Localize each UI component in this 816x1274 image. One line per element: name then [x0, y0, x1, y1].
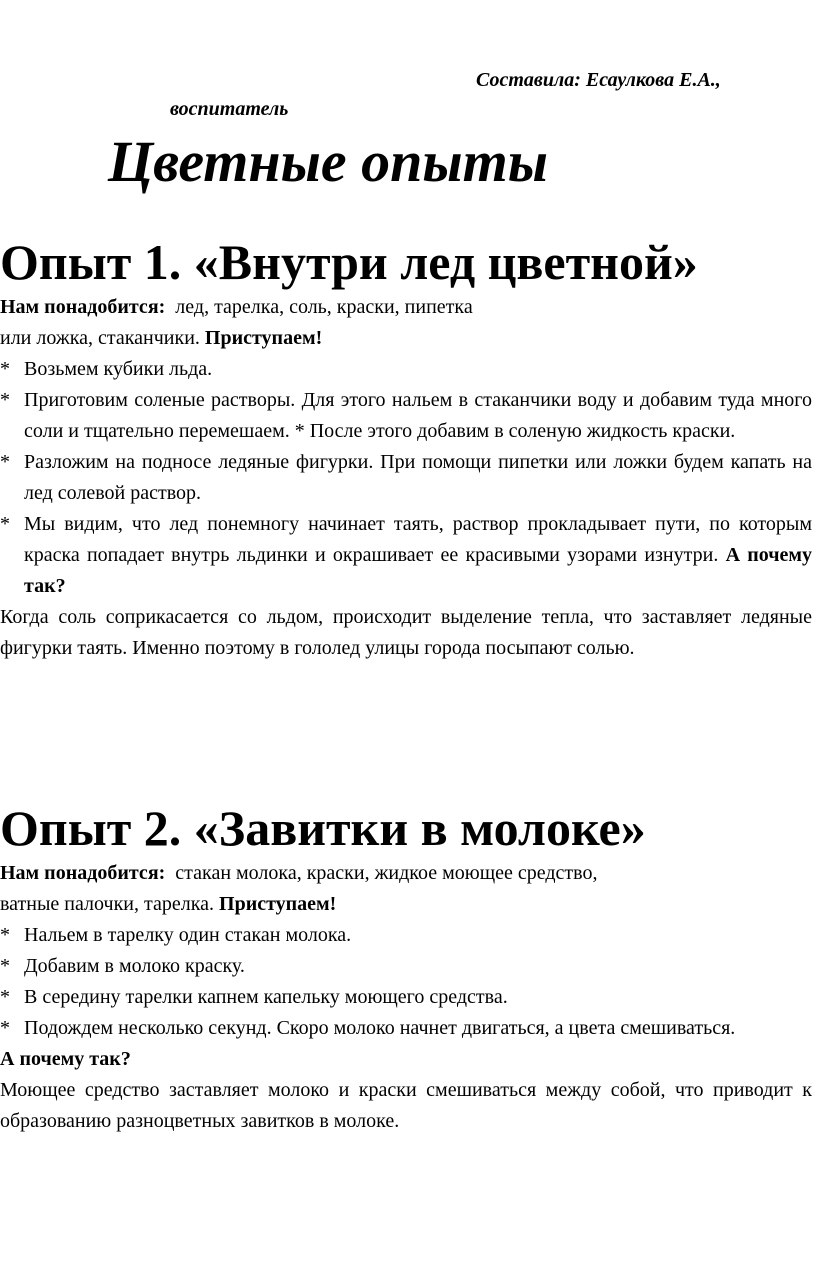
- experiment-1-steps: [0, 354, 812, 602]
- needs-items-continued: ватные палочки, тарелка.: [0, 893, 215, 915]
- author-line: Составила: Есаулкова Е.А.,: [476, 69, 721, 91]
- experiment-1-needs: [0, 292, 812, 354]
- bullet-star: *: [0, 986, 10, 1008]
- experiment-2-explanation: Моющее средство заставляет молоко и краски смешиваться между собой, что приводит к образованию разноцветных завитков в молоке.: [0, 1079, 812, 1132]
- why-label: А почему так?: [0, 1048, 131, 1070]
- experiment-1-section: [0, 230, 812, 664]
- list-item: * Мы видим, что лед понемногу начинает таять, раствор прокладывает пути, по которым краска попадает внутрь льдинки и окрашивает ее красивыми узорами изнутри. А почему так?: [0, 509, 812, 602]
- needs-label: Нам понадобится:: [0, 296, 166, 318]
- needs-label: Нам понадобится:: [0, 862, 166, 884]
- experiment-2-needs: [0, 858, 812, 920]
- list-item: * Приготовим соленые растворы. Для этого нальем в стаканчики воду и добавим туда много соли и тщательно перемешаем. * После этого добавим в соленую жидкость краски.: [0, 385, 812, 447]
- list-item: * Возьмем кубики льда.: [0, 354, 812, 385]
- experiment-2-section: [0, 796, 812, 1137]
- bullet-star: *: [0, 1017, 10, 1039]
- list-item: * Нальем в тарелку один стакан молока.: [0, 920, 812, 951]
- start-label: Приступаем!: [204, 327, 323, 349]
- bullet-star: *: [0, 358, 10, 380]
- bullet-star: *: [0, 955, 10, 977]
- bullet-star: *: [0, 389, 10, 411]
- bullet-star: *: [0, 513, 10, 535]
- experiment-2-steps: [0, 920, 812, 1044]
- needs-items: лед, тарелка, соль, краски, пипетка: [175, 296, 473, 318]
- bullet-star: *: [0, 451, 10, 473]
- experiment-1-explanation: Когда соль соприкасается со льдом, происходит выделение тепла, что заставляет ледяные фигурки таять. Именно поэтому в гололед улицы города посыпают солью.: [0, 606, 812, 659]
- needs-items: стакан молока, краски, жидкое моющее средство,: [175, 862, 598, 884]
- list-item: * Подождем несколько секунд. Скоро молоко начнет двигаться, а цвета смешиваться.: [0, 1013, 812, 1044]
- experiment-2-title: Опыт 2. «Завитки в молоке»: [0, 800, 646, 856]
- list-item: * В середину тарелки капнем капельку моющего средства.: [0, 982, 812, 1013]
- list-item: * Разложим на подносе ледяные фигурки. При помощи пипетки или ложки будем капать на лед солевой раствор.: [0, 447, 812, 509]
- start-label: Приступаем!: [219, 893, 337, 915]
- needs-items-continued: или ложка, стаканчики.: [0, 327, 200, 349]
- author-role: воспитатель: [170, 98, 289, 120]
- why-label: А почему так?: [24, 544, 813, 597]
- experiment-1-title: Опыт 1. «Внутри лед цветной»: [0, 234, 698, 290]
- page-title: Цветные опыты: [108, 129, 548, 194]
- bullet-star: *: [0, 924, 10, 946]
- list-item: * Добавим в молоко краску.: [0, 951, 812, 982]
